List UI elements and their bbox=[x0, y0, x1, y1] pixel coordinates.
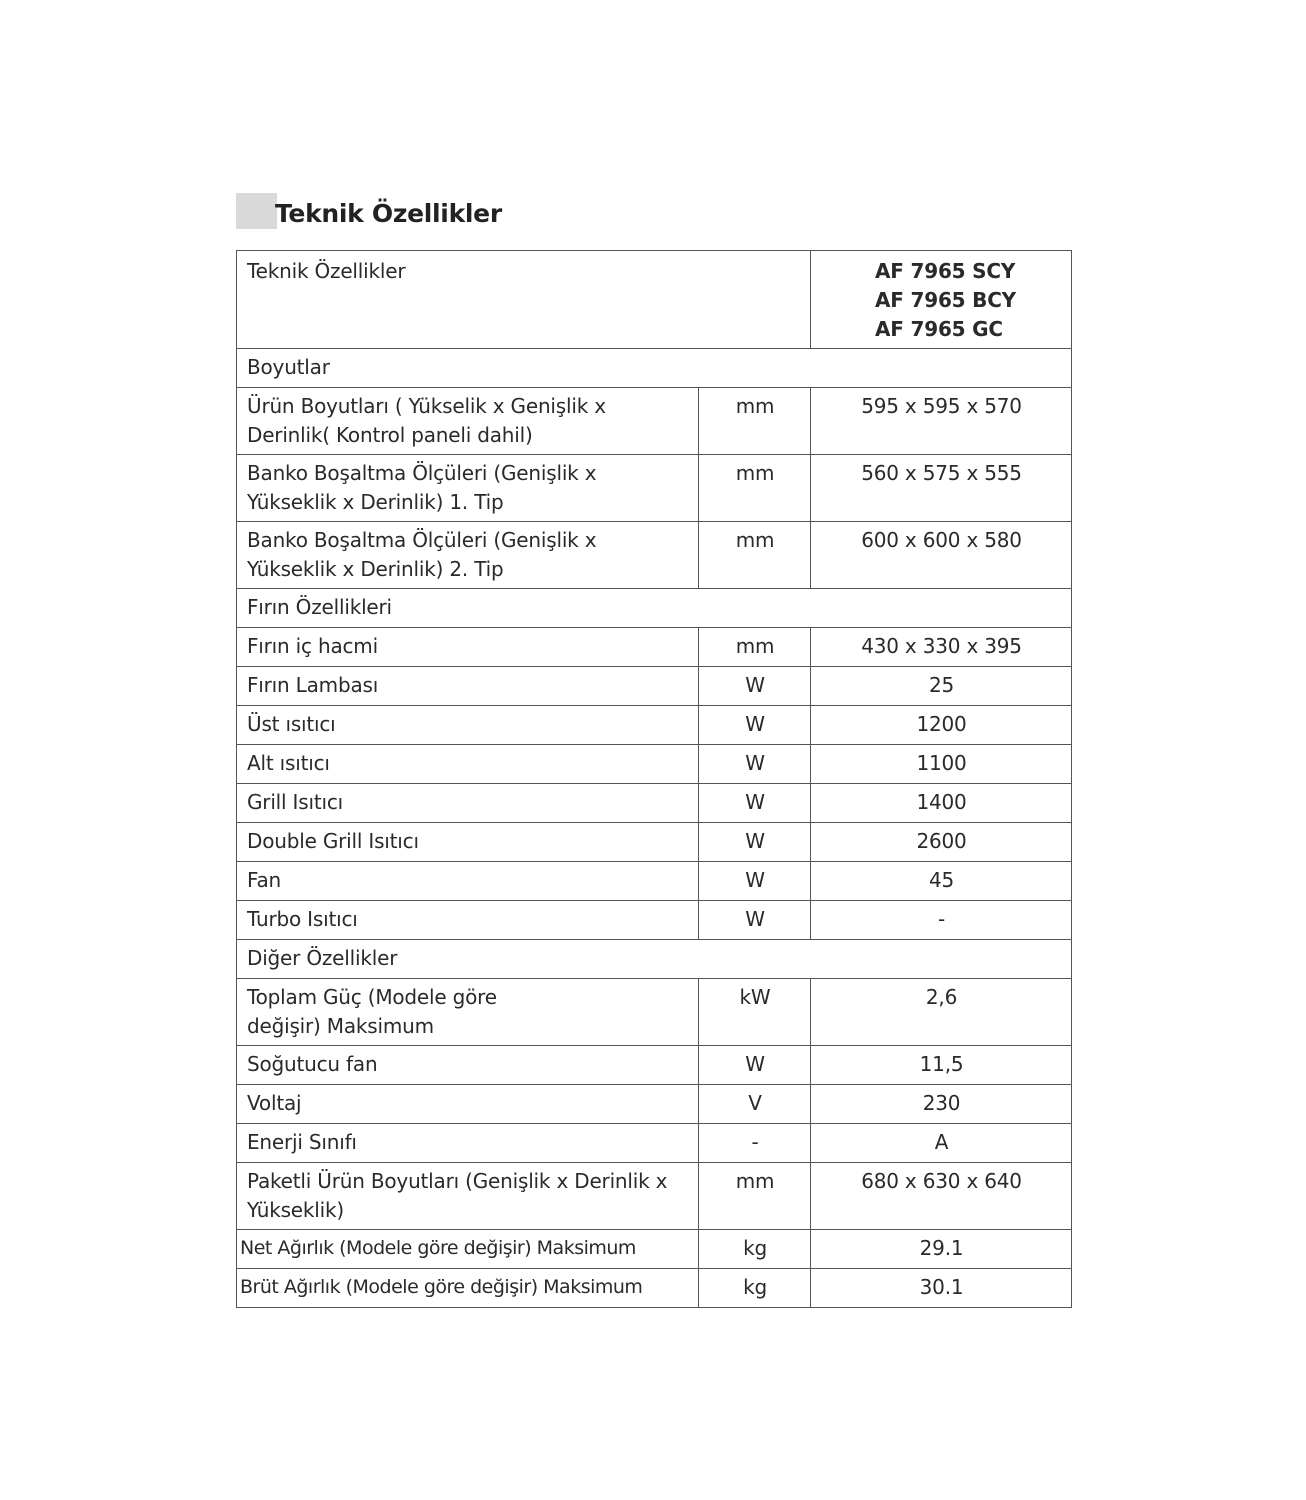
model-name: AF 7965 SCY bbox=[875, 259, 1016, 283]
table-row bbox=[237, 388, 1072, 455]
spec-name: Fırın Lambası bbox=[237, 667, 699, 706]
spec-name: Turbo Isıtıcı bbox=[237, 901, 699, 940]
spec-value: 25 bbox=[811, 667, 1072, 706]
spec-unit: W bbox=[699, 784, 811, 823]
spec-name: Banko Boşaltma Ölçüleri (Genişlik x Yükseklik x Derinlik) 1. Tip bbox=[237, 455, 699, 522]
spec-value: 45 bbox=[811, 862, 1072, 901]
spec-value: 560 x 575 x 555 bbox=[811, 455, 1072, 522]
spec-unit: W bbox=[699, 862, 811, 901]
spec-unit: mm bbox=[699, 628, 811, 667]
table-row bbox=[237, 1124, 1072, 1163]
spec-value: A bbox=[811, 1124, 1072, 1163]
spec-unit: mm bbox=[699, 455, 811, 522]
spec-name: Enerji Sınıfı bbox=[237, 1124, 699, 1163]
spec-unit: V bbox=[699, 1085, 811, 1124]
spec-name: Üst ısıtıcı bbox=[237, 706, 699, 745]
spec-name: Ürün Boyutları ( Yükselik x Genişlik x Derinlik( Kontrol paneli dahil) bbox=[237, 388, 699, 455]
table-row bbox=[237, 1230, 1072, 1269]
spec-unit: kg bbox=[699, 1269, 811, 1308]
spec-value: 11,5 bbox=[811, 1046, 1072, 1085]
model-list bbox=[811, 251, 1072, 349]
spec-value: 1400 bbox=[811, 784, 1072, 823]
spec-value: 29.1 bbox=[811, 1230, 1072, 1269]
table-row bbox=[237, 784, 1072, 823]
spec-unit: W bbox=[699, 706, 811, 745]
table-row bbox=[237, 667, 1072, 706]
table-row bbox=[237, 1269, 1072, 1308]
table-row bbox=[237, 745, 1072, 784]
section-row-diger bbox=[237, 940, 1072, 979]
table-row bbox=[237, 823, 1072, 862]
spec-value: 230 bbox=[811, 1085, 1072, 1124]
spec-table bbox=[236, 250, 1072, 1308]
spec-name: Soğutucu fan bbox=[237, 1046, 699, 1085]
table-row bbox=[237, 1085, 1072, 1124]
spec-name: Fan bbox=[237, 862, 699, 901]
spec-unit: - bbox=[699, 1124, 811, 1163]
section-title: Fırın Özellikleri bbox=[237, 589, 1072, 628]
table-row bbox=[237, 1046, 1072, 1085]
spec-value: 30.1 bbox=[811, 1269, 1072, 1308]
spec-unit: W bbox=[699, 667, 811, 706]
spec-name: Brüt Ağırlık (Modele göre değişir) Maksimum bbox=[237, 1269, 699, 1308]
spec-value: 595 x 595 x 570 bbox=[811, 388, 1072, 455]
model-name: AF 7965 BCY bbox=[875, 288, 1016, 312]
spec-unit: mm bbox=[699, 388, 811, 455]
table-row bbox=[237, 706, 1072, 745]
header-label: Teknik Özellikler bbox=[237, 251, 811, 349]
spec-unit: W bbox=[699, 1046, 811, 1085]
spec-value: 680 x 630 x 640 bbox=[811, 1163, 1072, 1230]
table-row bbox=[237, 979, 1072, 1046]
table-row bbox=[237, 522, 1072, 589]
spec-value: 2,6 bbox=[811, 979, 1072, 1046]
spec-value: 1100 bbox=[811, 745, 1072, 784]
spec-unit: W bbox=[699, 823, 811, 862]
spec-unit: kg bbox=[699, 1230, 811, 1269]
table-row bbox=[237, 862, 1072, 901]
table-row bbox=[237, 901, 1072, 940]
spec-name: Banko Boşaltma Ölçüleri (Genişlik x Yükseklik x Derinlik) 2. Tip bbox=[237, 522, 699, 589]
spec-name: Grill Isıtıcı bbox=[237, 784, 699, 823]
spec-name: Alt ısıtıcı bbox=[237, 745, 699, 784]
table-header-row bbox=[237, 251, 1072, 349]
section-title: Boyutlar bbox=[237, 349, 1072, 388]
spec-unit: mm bbox=[699, 1163, 811, 1230]
spec-value: 600 x 600 x 580 bbox=[811, 522, 1072, 589]
spec-name: Fırın iç hacmi bbox=[237, 628, 699, 667]
spec-unit: mm bbox=[699, 522, 811, 589]
section-row-firin bbox=[237, 589, 1072, 628]
table-row bbox=[237, 1163, 1072, 1230]
table-row bbox=[237, 628, 1072, 667]
table-row bbox=[237, 455, 1072, 522]
spec-unit: kW bbox=[699, 979, 811, 1046]
section-heading bbox=[236, 193, 502, 229]
spec-value: 2600 bbox=[811, 823, 1072, 862]
spec-name: Voltaj bbox=[237, 1085, 699, 1124]
spec-unit: W bbox=[699, 901, 811, 940]
spec-name: Paketli Ürün Boyutları (Genişlik x Derinlik x Yükseklik) bbox=[237, 1163, 699, 1230]
heading-marker bbox=[236, 193, 277, 229]
model-name: AF 7965 GC bbox=[875, 317, 1003, 341]
spec-name: Net Ağırlık (Modele göre değişir) Maksimum bbox=[237, 1230, 699, 1269]
page-title: Teknik Özellikler bbox=[275, 199, 502, 228]
spec-value: 430 x 330 x 395 bbox=[811, 628, 1072, 667]
section-title: Diğer Özellikler bbox=[237, 940, 1072, 979]
spec-value: - bbox=[811, 901, 1072, 940]
section-row-boyutlar bbox=[237, 349, 1072, 388]
spec-unit: W bbox=[699, 745, 811, 784]
spec-name: Toplam Güç (Modele göre değişir) Maksimum bbox=[237, 979, 699, 1046]
spec-value: 1200 bbox=[811, 706, 1072, 745]
spec-name: Double Grill Isıtıcı bbox=[237, 823, 699, 862]
